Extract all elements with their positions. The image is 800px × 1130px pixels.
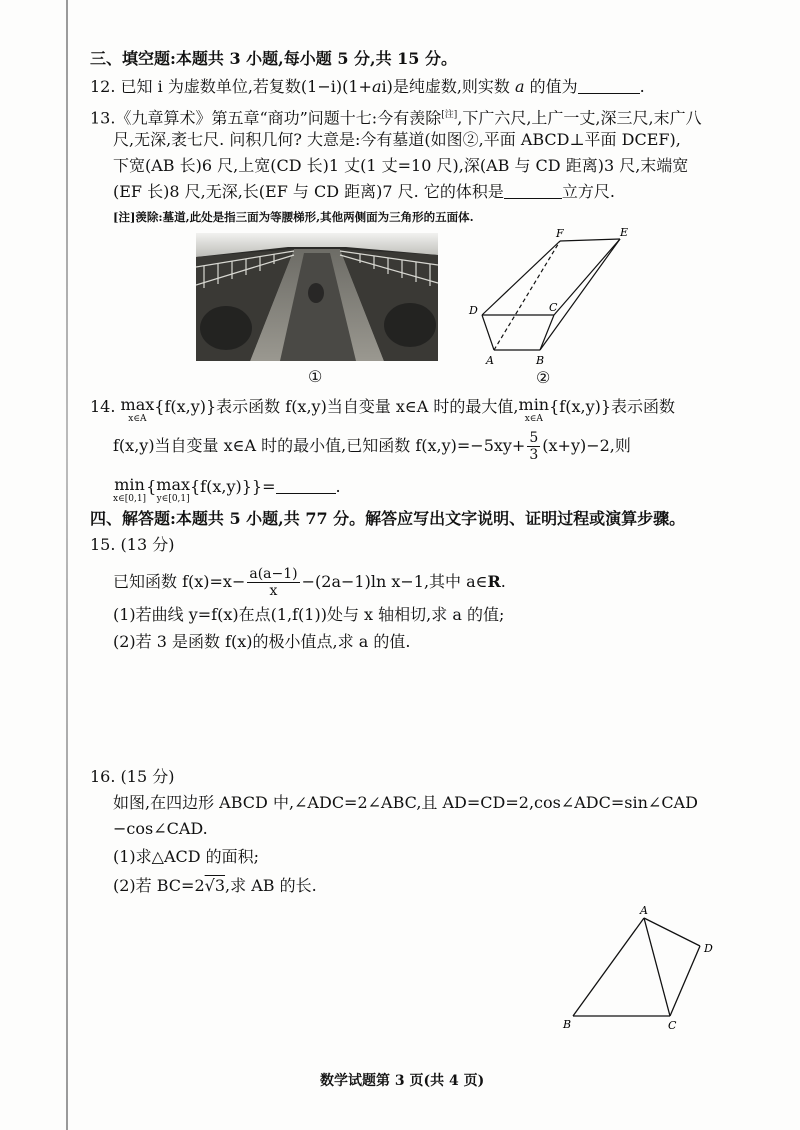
q16-part2-a: (2)若 BC=2 [113,876,205,895]
q14-max-sub: x∈A [128,414,147,424]
question-12 [90,76,645,98]
tomb-passage-photo [196,233,438,361]
q14-max2-text: max [156,475,190,494]
q14-min-text: min [518,395,550,414]
section4-heading: 四、解答题:本题共 5 小题,共 77 分。解答应写出文字说明、证明过程或演算步骤。 [90,509,686,528]
q15-line1-a: 已知函数 f(x)=x− [113,572,246,591]
q13-line1-a: 13.《九章算术》第五章“商功”问题十七:今有羡除 [90,108,442,128]
pentahedron-diagram [466,224,636,370]
quad-label-B: B [563,1018,572,1031]
label-A: A [486,354,494,367]
q13-line4 [113,181,615,203]
q14-line2-b: (x+y)−2,则 [542,436,631,455]
q13-line2: 尺,无深,袤七尺. 问积几何? 大意是:今有墓道(如图②,平面 ABCD⊥平面 DCEF), [113,130,681,149]
q16-sqrt3: √3 [204,876,226,895]
q14-min2-text: min [114,475,145,494]
quad-label-C: C [668,1019,677,1032]
q14-min-sub: x∈A [524,414,543,424]
label-F: F [556,227,564,240]
q13-line4-b: 立方尺. [561,182,615,201]
q14-max-operator [121,396,155,424]
q14-answer-blank[interactable] [276,477,336,494]
label-B: B [536,354,545,367]
q15-part1: (1)若曲线 y=f(x)在点(1,f(1))处与 x 轴相切,求 a 的值; [113,605,505,624]
q14-fraction [527,430,540,463]
figure1-caption: ① [308,367,323,386]
q14-line3-b: {f(x,y)}}= [190,477,276,496]
q14-max2-sub: y∈[0,1] [156,494,190,504]
q16-part2 [113,875,317,897]
q14-min-operator [519,396,550,424]
q14-max-y-operator [156,476,190,504]
q13-footnote: [注]羡除:墓道,此处是指三面为等腰梯形,其他两侧面为三角形的五面体. [113,210,474,224]
q15-part2: (2)若 3 是函数 f(x)的极小值点,求 a 的值. [113,632,411,651]
q14-min-x-operator [113,476,146,504]
q14-line1-c: {f(x,y)}表示函数 [549,397,676,416]
q13-line1-b: ,下广六尺,上广一丈,深三尺,末广八 [457,108,702,128]
binding-edge [66,0,68,1130]
q15-frac-den: x [269,583,278,599]
q14-line3 [113,476,341,506]
q13-line4-a: (EF 长)8 尺,无深,长(EF 与 CD 距离)7 尺. 它的体积是 [113,182,504,201]
q16-title: 16. (15 分) [90,767,175,786]
q14-number: 14. [90,397,121,416]
figure2-caption: ② [536,368,551,387]
q14-min2-sub: x∈[0,1] [113,494,147,504]
q12-text: 12. 已知 i 为虚数单位,若复数(1−i)(1+ [90,77,372,96]
q15-title: 15. (13 分) [90,535,175,554]
q14-frac-den: 3 [529,447,539,463]
quad-label-D: D [704,942,713,955]
q12-text3: 的值为 [524,77,578,96]
label-D: D [469,304,478,317]
quad-label-A: A [640,904,648,917]
q15-fraction [247,566,299,599]
q15-line1-end: . [500,572,506,591]
q14-line1 [90,396,675,426]
q15-frac-num: a(a−1) [249,566,298,582]
q16-line1: 如图,在四边形 ABCD 中,∠ADC=2∠ABC,且 AD=CD=2,cos∠ADC=sin∠CAD [113,793,698,812]
q14-brace: { [146,477,157,496]
q16-part1: (1)求△ACD 的面积; [113,847,260,866]
q14-end: . [335,477,341,496]
q15-set-R: R [487,572,501,591]
q15-line1-b: −(2a−1)ln x−1,其中 a∈ [301,572,488,591]
q13-line1 [90,104,702,129]
page-footer: 数学试题第 3 页(共 4 页) [320,1073,485,1089]
q13-answer-blank[interactable] [504,182,562,199]
q14-line2-a: f(x,y)当自变量 x∈A 时的最小值,已知函数 f(x,y)=−5xy+ [113,436,526,455]
q16-line2: −cos∠CAD. [113,819,208,838]
q14-line2 [113,430,631,463]
section3-heading: 三、填空题:本题共 3 小题,每小题 5 分,共 15 分。 [90,49,458,68]
quadrilateral-diagram [560,900,730,1040]
q13-line3: 下宽(AB 长)6 尺,上宽(CD 长)1 丈(1 丈=10 尺),深(AB 与 CD 距离)3 尺,末端宽 [113,156,689,175]
q12-var-a: a [371,77,382,96]
label-E: E [620,226,629,239]
q12-answer-blank[interactable] [578,77,640,94]
q14-line1-b: {f(x,y)}表示函数 f(x,y)当自变量 x∈A 时的最大值, [154,397,519,416]
q12-text2: i)是纯虚数,则实数 [381,77,516,96]
label-C: C [549,301,558,314]
q16-part2-b: ,求 AB 的长. [225,876,317,895]
q12-end: . [639,77,645,96]
q12-var-a2: a [515,77,525,96]
q13-note-mark: [注] [441,110,458,120]
q15-line1 [113,566,506,599]
q14-frac-num: 5 [529,430,539,446]
q14-max-text: max [120,395,155,414]
